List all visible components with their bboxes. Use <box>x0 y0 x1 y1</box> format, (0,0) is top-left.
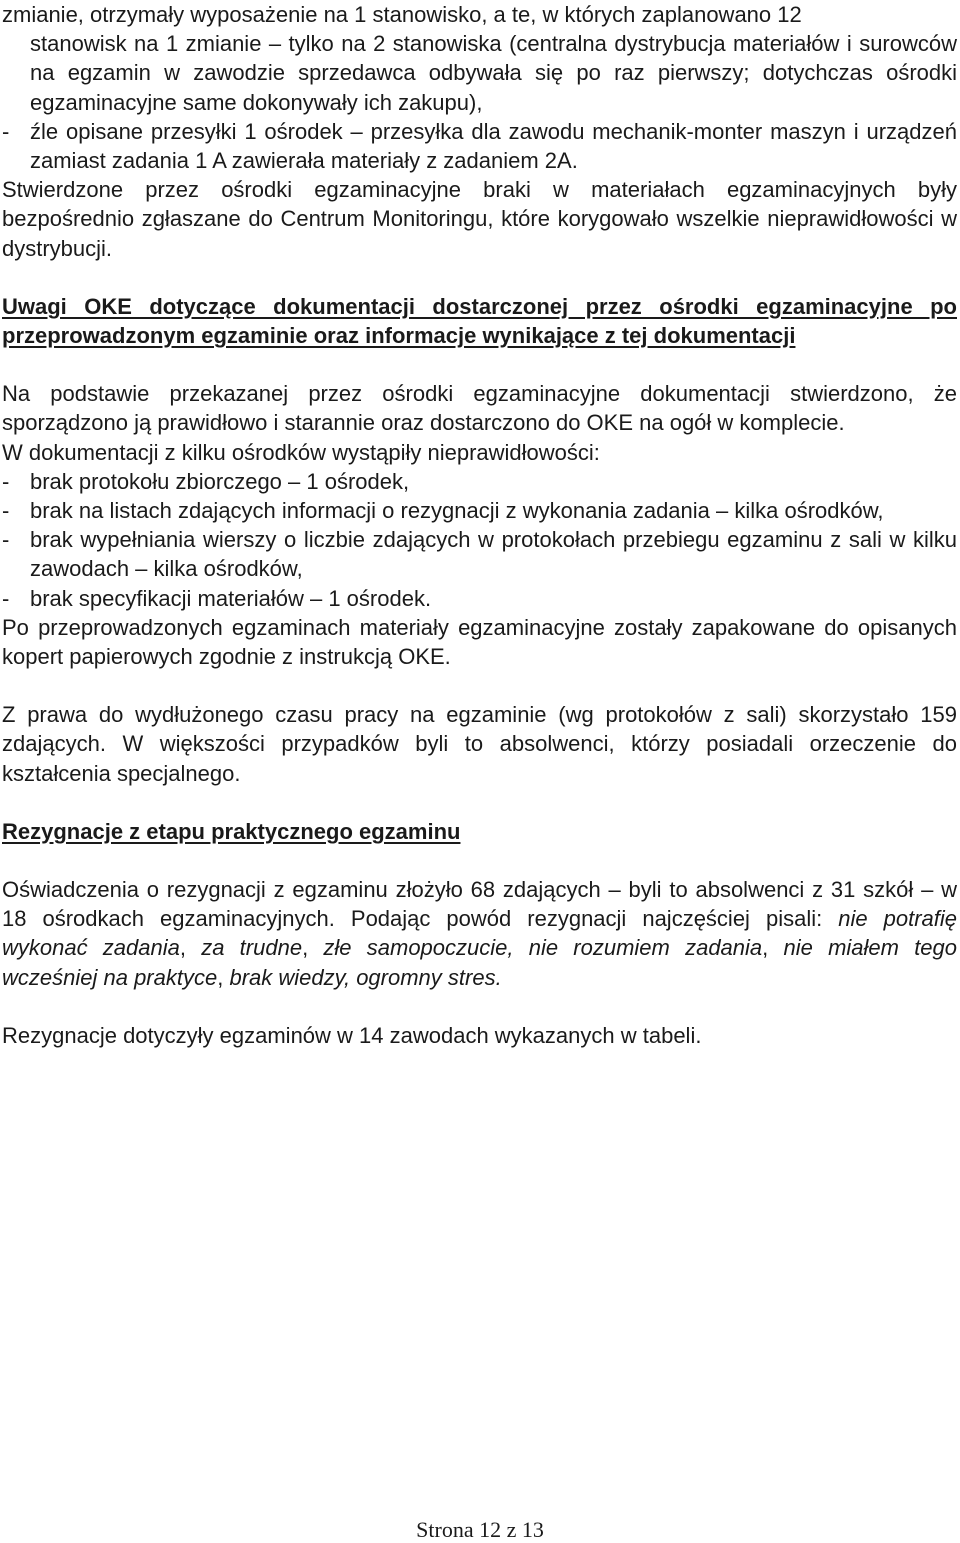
section-heading-uwagi: Uwagi OKE dotyczące dokumentacji dostarczonej przez ośrodki egzaminacyjne po przeprowadzonym egzaminie oraz informacje wynikające z tej dokumentacji <box>2 293 957 349</box>
list-item-text: brak protokołu zbiorczego – 1 ośrodek, <box>30 468 410 494</box>
paragraph-packaging: Po przeprowadzonych egzaminach materiały egzaminacyjne zostały zapakowane do opisanych kopert papierowych zgodnie z instrukcją OKE. <box>2 614 957 670</box>
continued-line: zmianie, otrzymały wyposażenie na 1 stanowisko, a te, w których zaplanowano 12 <box>2 2 802 27</box>
resignations-text: Oświadczenia o rezygnacji z egzaminu złożyło 68 zdających – byli to absolwenci z 31 szkół – w 18 ośrodkach egzaminacyjnych. Podając powód rezygnacji najczęściej pisali: <box>2 877 957 932</box>
list-dash: - <box>2 468 10 494</box>
reason-quote: brak wiedzy, ogromny stres. <box>229 964 502 990</box>
list-item-text: brak wypełniania wierszy o liczbie zdających w protokołach przebiegu egzaminu z sali w kilku zawodach – kilka ośrodków, <box>30 527 957 582</box>
paragraph-extended-time: Z prawa do wydłużonego czasu pracy na egzaminie (wg protokołów z sali) skorzystało 159 zdających. W większości przypadków byli to absolwenci, którzy posiadali orzeczenie do kształcenia specjalnego. <box>2 702 957 786</box>
separator: , <box>179 935 202 961</box>
section-heading-rezygnacje: Rezygnacje z etapu praktycznego egzaminu <box>2 818 461 844</box>
separator: , <box>762 935 784 961</box>
list-dash: - <box>2 118 10 144</box>
list-dash: - <box>2 527 10 553</box>
list-item-text: brak na listach zdających informacji o rezygnacji z wykonania zadania – kilka ośrodków, <box>30 498 884 524</box>
list-item-text: brak specyfikacji materiałów – 1 ośrodek. <box>30 585 432 611</box>
list-item <box>2 467 957 496</box>
document-page <box>2 0 957 1050</box>
continued-item-text: stanowisk na 1 zmianie – tylko na 2 stanowiska (centralna dystrybucja materiałów i surowców na egzamin w zawodzie sprzedawca odbywała się po raz pierwszy; dotychczas ośrodki egzaminacyjne same dokonywały ich zakupu), <box>30 31 957 115</box>
list-item <box>2 584 957 613</box>
separator: , <box>217 964 230 990</box>
list-dash: - <box>2 498 10 524</box>
list-dash: - <box>2 585 10 611</box>
list-item-text: źle opisane przesyłki 1 ośrodek – przesyłka dla zawodu mechanik-monter maszyn i urządzeń zamiast zadania 1 A zawierała materiały z zadaniem 2A. <box>30 118 957 174</box>
reason-quote: złe samopoczucie, nie rozumiem zadania <box>323 935 763 961</box>
paragraph-irregularities: W dokumentacji z kilku ośrodków wystąpiły nieprawidłowości: <box>2 439 600 465</box>
paragraph-professions: Rezygnacje dotyczyły egzaminów w 14 zawodach wykazanych w tabeli. <box>2 1022 702 1048</box>
list-item <box>2 496 957 525</box>
reason-quote: nie miałem tego wcześniej na praktyce <box>2 935 958 990</box>
list-item <box>2 525 957 583</box>
paragraph-resignations <box>2 875 957 992</box>
paragraph-corrections: Stwierdzone przez ośrodki egzaminacyjne braki w materiałach egzaminacyjnych były bezpośrednio zgłaszane do Centrum Monitoringu, które korygowało wszelkie nieprawidłowości w dystrybucji. <box>2 177 957 261</box>
paragraph-documentation: Na podstawie przekazanej przez ośrodki egzaminacyjne dokumentacji stwierdzono, że sporządzono ją prawidłowo i starannie oraz dostarczono do OKE na ogół w komplecie. <box>2 381 957 436</box>
reason-quote: nie potrafię wykonać zadania <box>2 906 957 961</box>
separator: , <box>302 935 324 961</box>
page-number: Strona 12 z 13 <box>416 1517 544 1542</box>
continued-item <box>2 29 957 117</box>
list-item-bad-packages <box>2 117 957 175</box>
reason-quote: za trudne <box>201 935 303 961</box>
